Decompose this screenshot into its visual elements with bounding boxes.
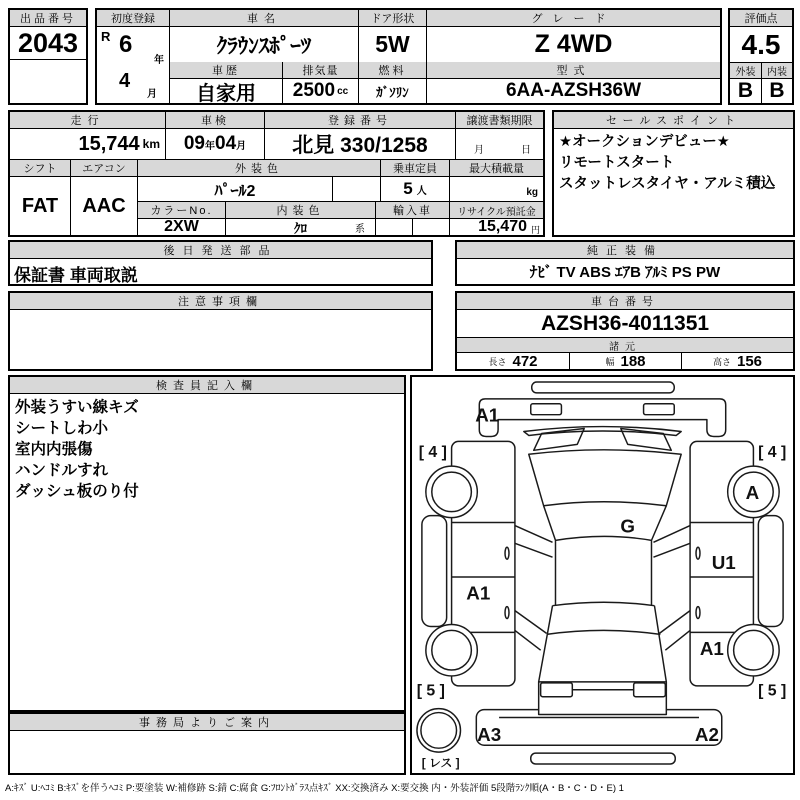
import-value-left (375, 219, 412, 235)
shaken-label: 車検 (165, 112, 264, 129)
ext-color-label: 外装色 (137, 160, 380, 177)
sales-point-line: リモートスタート (559, 155, 675, 171)
damage-windshield: G (620, 515, 636, 537)
spec-width-label: 幅 (605, 356, 615, 367)
legend-text: A:ｷｽﾞ U:ﾍｺﾐ B:ｷｽﾞを伴うﾍｺﾐ P:要塗装 W:補修跡 S:錆 C:腐食 G:ﾌﾛﾝﾄｶﾞﾗｽ点ｷｽﾞ XX:交換済み X:要交換 内・外装評価 5段階ﾗﾝｸ順(A・B・C・D・E) 1 (5, 783, 624, 794)
right-rear-door-handle (696, 607, 700, 619)
windshield (529, 450, 681, 506)
chassis-box (455, 291, 795, 371)
equipment-box (455, 240, 795, 286)
int-color-name: ｸﾛ (294, 220, 307, 235)
grade-value: Z 4WD (426, 27, 720, 62)
ext-color-value: ﾊﾟｰﾙ2 (137, 177, 332, 202)
car-name-label: 車名 (169, 10, 358, 27)
spec-height (681, 353, 793, 369)
front-grille-left (531, 404, 562, 415)
sales-points-list (554, 129, 793, 235)
sales-points-box (552, 110, 795, 237)
office-notice-empty (10, 731, 404, 773)
roof-panel (544, 506, 667, 606)
recycle-label: リサイクル預託金 (449, 202, 543, 219)
damage-rear-right-wheel: A1 (699, 638, 724, 660)
car-damage-diagram (412, 377, 793, 773)
aircon-value: AAC (70, 177, 137, 235)
notes-box (8, 291, 433, 371)
int-color-value (225, 219, 375, 235)
aircon-label: エアコン (70, 160, 137, 177)
first-reg-era: R (101, 29, 111, 44)
door-shape-value: 5W (358, 27, 426, 62)
int-color-label: 内装色 (225, 202, 375, 219)
recycle-value (449, 219, 543, 235)
model-code-value: 6AA-AZSH36W (426, 79, 720, 103)
chassis-value: AZSH36-4011351 (457, 310, 793, 338)
max-load-value (449, 177, 543, 202)
later-parts-value: 保証書 車両取説 (14, 266, 138, 284)
displacement-label: 排気量 (282, 62, 358, 79)
displacement-value (282, 79, 358, 103)
spec-length-label: 長さ (488, 356, 507, 367)
color-no-label: カラーNo. (137, 202, 225, 219)
damage-rear-bumper-right: A2 (694, 724, 719, 746)
notes-empty (10, 310, 431, 369)
transfer-deadline-value (455, 129, 543, 160)
sales-points-label: セールスポイント (554, 112, 793, 129)
equipment-value: ﾅﾋﾞ TV ABS ｴｱB ｱﾙﾐ PS PW (529, 264, 721, 281)
max-load-label: 最大積載量 (449, 160, 543, 177)
shaken-year: 09 (183, 133, 205, 154)
spare-tire-label: [ レス ] (421, 755, 460, 770)
car-name-value: ｸﾗｳﾝｽﾎﾟｰﾂ (169, 27, 358, 62)
rear-left-wheel (426, 624, 477, 675)
shift-value: FAT (21, 194, 59, 217)
office-notice-label: 事務局よりご案内 (10, 714, 404, 731)
interior-grade-label: 内装 (761, 63, 792, 79)
car-history-label: 車歴 (169, 62, 282, 79)
inspector-note-line: ハンドルすれ (15, 462, 109, 479)
spare-tire (417, 709, 461, 753)
car-history-value: 自家用 (169, 79, 282, 103)
interior-grade-value: B (761, 79, 792, 103)
recycle-unit: 円 (530, 225, 540, 235)
front-grille-right (644, 404, 675, 415)
model-code-label: 型式 (426, 62, 720, 79)
mileage-value (10, 129, 165, 160)
auction-number-value: 2043 (10, 27, 86, 60)
first-reg-year-suffix: 年 (154, 55, 164, 66)
int-color-suffix: 系 (355, 223, 365, 235)
max-load-unit: kg (526, 187, 538, 198)
tire-depth-rear-right: [ 5 ] (758, 682, 787, 700)
tire-depth-rear-left: [ 5 ] (416, 682, 445, 700)
score-label: 評価点 (730, 10, 792, 27)
tire-depth-front-left: [ 4 ] (418, 444, 447, 462)
damage-diagram-box (410, 375, 795, 775)
displacement-number: 2500 (292, 80, 336, 101)
rear-lamp-left (541, 683, 573, 697)
inspector-label: 検査員記入欄 (10, 377, 404, 394)
door-shape-label: ドア形状 (358, 10, 426, 27)
transfer-deadline-label: 譲渡書類期限 (455, 112, 543, 129)
transfer-day-label: 日 (521, 145, 531, 156)
later-parts-label: 後日発送部品 (10, 242, 431, 259)
inspector-notes-list (10, 394, 404, 710)
auction-number-box (8, 8, 88, 105)
inspector-note-line: ダッシュ板のり付 (15, 483, 139, 500)
registration-box (8, 110, 545, 237)
spec-height-value: 156 (736, 353, 763, 369)
inspector-note-line: シートしわ小 (15, 420, 109, 437)
inspector-box (8, 375, 406, 712)
fuel-label: 燃料 (358, 62, 426, 79)
left-front-door-handle (505, 547, 509, 559)
specs-label: 諸元 (457, 338, 793, 353)
shaken-value (165, 129, 264, 160)
first-reg-label: 初度登録 (97, 10, 169, 27)
vehicle-header-box (95, 8, 722, 105)
tire-depth-front-right: [ 4 ] (758, 444, 787, 462)
auction-number-empty (10, 60, 86, 103)
right-rocker-panel (758, 516, 783, 627)
damage-front-right-wheel: A (745, 481, 760, 503)
ext-color-empty (332, 177, 380, 202)
shaken-month: 04 (215, 133, 237, 154)
import-value-right (412, 219, 449, 235)
equipment-label: 純正装備 (457, 242, 793, 259)
office-notice-box (8, 712, 406, 775)
damage-front-panel: A1 (475, 404, 500, 426)
damage-rear-left-door: A1 (466, 582, 491, 604)
capacity-value (380, 177, 449, 202)
spec-length-value: 472 (512, 353, 538, 369)
rear-window (539, 602, 667, 682)
rear-lamp-right (634, 683, 666, 697)
reg-no-label: 登録番号 (264, 112, 455, 129)
first-reg-year: 6 (119, 31, 133, 58)
score-value: 4.5 (730, 27, 792, 63)
spec-length (457, 353, 569, 369)
inspector-note-line: 外装うすい線キズ (15, 399, 139, 416)
auction-number-label: 出品番号 (10, 10, 86, 27)
spec-height-label: 高さ (712, 356, 731, 367)
reg-no-value: 北見 330/1258 (264, 129, 455, 160)
front-pillar-lines (515, 526, 690, 558)
left-rear-door-handle (505, 607, 509, 619)
cowl-panel (524, 427, 681, 436)
displacement-unit: cc (337, 85, 349, 97)
chassis-label: 車台番号 (457, 293, 793, 310)
first-reg-value (97, 27, 169, 103)
spec-width (569, 353, 681, 369)
left-rocker-panel (422, 516, 447, 627)
spec-width-value: 188 (620, 353, 646, 369)
mileage-unit: km (142, 137, 160, 151)
notes-label: 注意事項欄 (10, 293, 431, 310)
rear-right-wheel (728, 624, 779, 675)
capacity-label: 乗車定員 (380, 160, 449, 177)
rear-bumper-strip (531, 753, 675, 764)
grade-label: グレード (426, 10, 720, 27)
color-no-value: 2XW (137, 219, 225, 235)
sales-point-line: ★オークションデビュー★ (559, 134, 730, 150)
damage-rear-bumper-left: A3 (477, 724, 502, 746)
exterior-grade-value: B (737, 79, 754, 102)
shaken-year-suffix: 年 (205, 140, 215, 152)
front-bumper-strip (532, 382, 675, 393)
capacity-number: 5 (403, 179, 413, 198)
transfer-month-label: 月 (474, 145, 484, 156)
first-reg-month-suffix: 月 (147, 89, 157, 100)
first-reg-month: 4 (119, 70, 131, 92)
shift-label: シフト (10, 160, 70, 177)
front-left-wheel (426, 466, 477, 517)
mileage-label: 走行 (10, 112, 165, 129)
later-parts-box (8, 240, 433, 286)
capacity-unit: 人 (416, 185, 427, 197)
mileage-number: 15,744 (78, 132, 140, 155)
score-box (728, 8, 794, 105)
inspector-note-line: 室内内張傷 (15, 441, 93, 458)
right-front-door-handle (696, 547, 700, 559)
exterior-grade-label: 外装 (730, 63, 761, 79)
import-label: 輸入車 (375, 202, 449, 219)
sales-point-line: スタットレスタイヤ・アルミ積込 (559, 176, 776, 192)
fuel-value: ｶﾞｿﾘﾝ (358, 79, 426, 103)
recycle-number: 15,470 (478, 219, 527, 235)
damage-front-right-door: U1 (711, 552, 736, 574)
shaken-month-suffix: 月 (236, 140, 247, 152)
